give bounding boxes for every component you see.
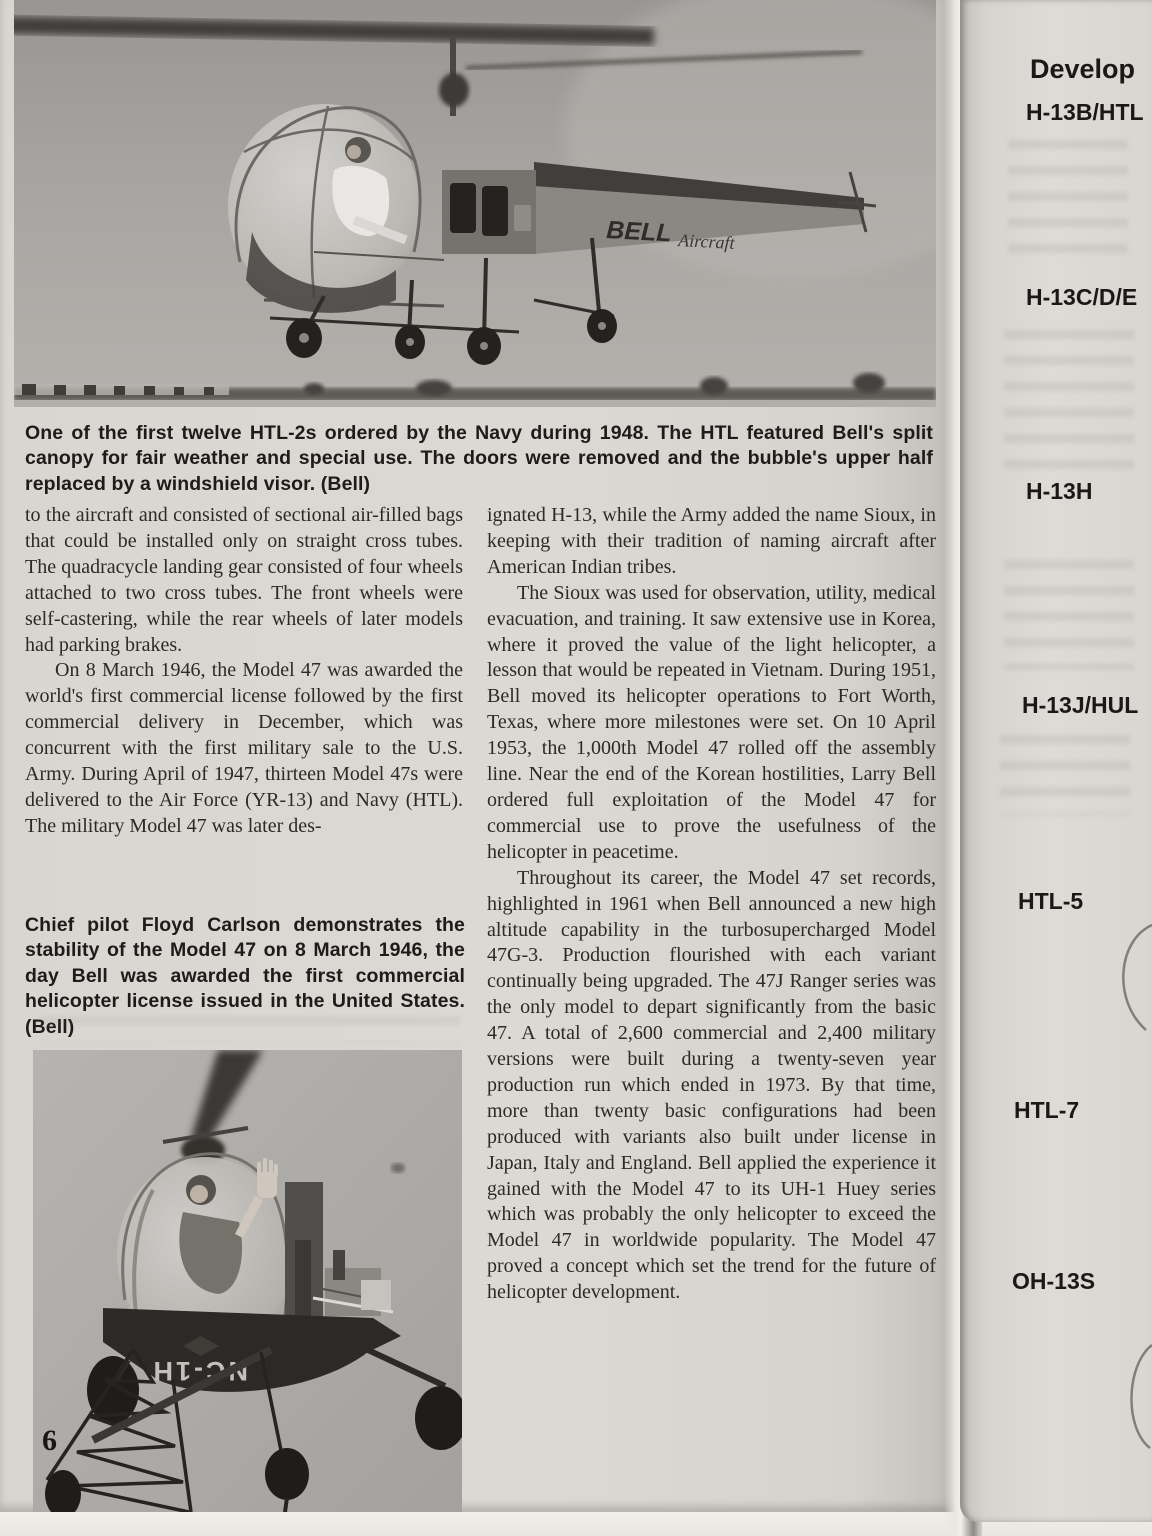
left-text-column xyxy=(25,503,463,840)
paragraph: ignated H-13, while the Army added the name Sioux, in keeping with their tradition of naming aircraft after American Indian tribes. xyxy=(487,504,936,578)
ghost-text xyxy=(1004,560,1134,670)
page-number: 6 xyxy=(42,1424,57,1457)
heading-htl5: HTL-5 xyxy=(1018,888,1084,914)
ghost-text xyxy=(1008,140,1128,270)
paragraph: Throughout its career, the Model 47 set records, highlighted in 1961 when Bell announced a new high altitude capability in the turbosupercharged Model 47G-3. Production flourished with each variant continually being upgraded. The 47J Ranger series was the only model to depart significantly from the basic 47. A total of 2,600 commercial and 2,400 military versions were built during a twenty-seven year production run which ended in 1973. By that time, more than twenty basic configurations had been produced with variants also built under license in Japan, Italy and England. Bell applied the experience it gained with the Model 47 to its UH-1 Huey series which was probably the only helicopter to exceed the Model 47 in worldwide popularity. The Model 47 proved a concept which set the trend for the future of helicopter development. xyxy=(487,866,936,1304)
registration-marking: NC-1H xyxy=(150,1356,248,1386)
right-page-section-title: Develop xyxy=(1030,54,1136,84)
tail-marking-bell: BELL xyxy=(605,216,673,248)
tail-marking-aircraft: Aircraft xyxy=(677,230,736,253)
heading-oh13s: OH-13S xyxy=(1012,1268,1096,1294)
photo-htl2-in-flight xyxy=(14,0,936,407)
paragraph: to the aircraft and consisted of sectional air-filled bags that could be installed only on straight cross tubes. The quadracycle landing gear consisted of four wheels attached to two cross tubes. The front wheels were self-castering, while the rear wheels of later models had parking brakes. xyxy=(25,504,463,656)
caption-top-photo: One of the first twelve HTL-2s ordered by the Navy during 1948. The HTL featured Bell's split canopy for fair weather and special use. The doors were removed and the bubble's upper half replaced by a windshield visor. (Bell) xyxy=(25,422,933,495)
caption-bottom-photo: Chief pilot Floyd Carlson demonstrates the stability of the Model 47 on 8 March 1946, the day Bell was awarded the first commercial helicopter license issued in the United States. (Bell) xyxy=(25,914,465,1038)
paragraph: On 8 March 1946, the Model 47 was awarded the world's first commercial license followed by the first commercial delivery in December, which was concurrent with the first military sale to the U.S. Army. During April of 1947, thirteen Model 47s were delivered to the Air Force (YR-13) and Navy (HTL). The military Model 47 was later des- xyxy=(25,659,463,837)
heading-h13c-d-e: H-13C/D/E xyxy=(1026,284,1138,310)
ghost-text xyxy=(1000,735,1130,815)
photo-model47-demo xyxy=(33,1050,462,1512)
heading-h13h: H-13H xyxy=(1026,478,1093,504)
paragraph: The Sioux was used for observation, utility, medical evacuation, and training. It saw extensive use in Korea, where it proved the value of the light helicopter, a lesson that would be repeated in Vietnam. During 1951, Bell moved its helicopter operations to Fort Worth, Texas, where more milestones were set. On 10 April 1953, the 1,000th Model 47 rolled off the assembly line. Near the end of the Korean hostilities, Larry Bell ordered full exploitation of the Model 47 for commercial use to prove the usefulness of the helicopter in peacetime. xyxy=(487,581,936,863)
heading-h13b-htl: H-13B/HTL xyxy=(1026,99,1144,125)
right-text-column xyxy=(487,503,936,1306)
heading-htl7: HTL-7 xyxy=(1014,1097,1080,1123)
ghost-text xyxy=(1004,330,1134,470)
right-page xyxy=(960,0,1152,1522)
ghost-text xyxy=(40,1016,460,1044)
heading-h13j-hul: H-13J/HUL xyxy=(1022,692,1139,718)
